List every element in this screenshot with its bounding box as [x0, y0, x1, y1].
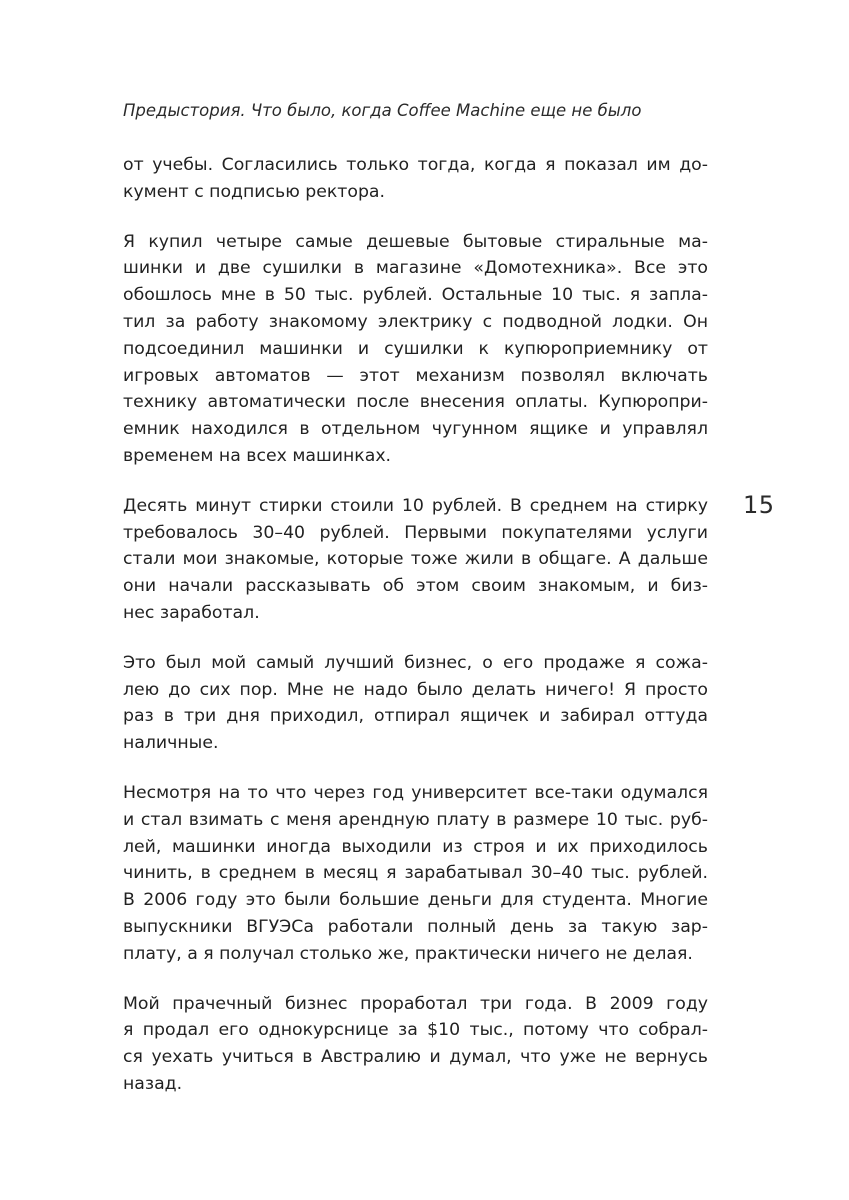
text-line: емник находился в отдельном чугунном ящике и управлял — [123, 419, 708, 440]
text-line: обошлось мне в 50 тыс. рублей. Остальные 10 тыс. я запла- — [123, 285, 708, 306]
paragraph — [123, 650, 708, 757]
text-line: требовалось 30–40 рублей. Первыми покупателями услуги — [123, 522, 708, 543]
text-line: подсоединил машинки и сушилки к купюроприемнику от — [123, 338, 708, 359]
text-line: раз в три дня приходил, отпирал ящичек и забирал оттуда — [123, 706, 708, 727]
text-line: наличные. — [123, 733, 219, 754]
text-line: Я купил четыре самые дешевые бытовые стиральные ма- — [123, 231, 708, 252]
text-line: Десять минут стирки стоили 10 рублей. В среднем на стирку — [123, 495, 708, 516]
text-line: я продал его однокурснице за $10 тыс., потому что собрал- — [123, 1020, 708, 1041]
text-line: они начали рассказывать об этом своим знакомым, и биз- — [123, 576, 708, 597]
text-line: В 2006 году это были большие деньги для студента. Многие — [123, 890, 708, 911]
text-line: Это был мой самый лучший бизнес, о его продаже я сожа- — [123, 652, 708, 673]
page-number: 15 — [743, 491, 775, 519]
text-line: стали мои знакомые, которые тоже жили в общаге. А дальше — [123, 549, 708, 570]
text-line: лей, машинки иногда выходили из строя и их приходилось — [123, 836, 708, 857]
text-line: лею до сих пор. Мне не надо было делать ничего! Я просто — [123, 679, 708, 700]
text-line: Несмотря на то что через год университет все-таки одумался — [123, 782, 708, 803]
text-line: игровых автоматов — этот механизм позволял включать — [123, 365, 708, 386]
text-line: плату, а я получал столько же, практически ничего не делая. — [123, 943, 693, 964]
text-line: тил за работу знакомому электрику с подводной лодки. Он — [123, 311, 708, 332]
text-line: кумент с подписью ректора. — [123, 181, 385, 202]
text-line: чинить, в среднем в месяц я зарабатывал 30–40 тыс. рублей. — [123, 863, 708, 884]
text-line: ся уехать учиться в Австралию и думал, что уже не вернусь — [123, 1047, 708, 1068]
text-line: технику автоматически после внесения оплаты. Купюропри- — [123, 392, 708, 413]
paragraph — [123, 991, 708, 1098]
text-line: от учебы. Согласились только тогда, когда я показал им до- — [123, 155, 708, 175]
paragraph — [123, 152, 708, 206]
text-line: назад. — [123, 1073, 183, 1094]
paragraph — [123, 229, 708, 470]
text-line: и стал взимать с меня арендную плату в размере 10 тыс. руб- — [123, 809, 708, 830]
body-text — [123, 152, 708, 1121]
running-header: Предыстория. Что было, когда Coffee Machine еще не было — [123, 101, 642, 120]
text-line: шинки и две сушилки в магазине «Домотехника». Все это — [123, 258, 708, 279]
text-line: нес заработал. — [123, 602, 260, 623]
paragraph — [123, 780, 708, 968]
text-line: Мой прачечный бизнес проработал три года. В 2009 году — [123, 993, 708, 1014]
text-line: выпускники ВГУЭСа работали полный день за такую зар- — [123, 916, 708, 937]
paragraph — [123, 493, 708, 627]
text-line: временем на всех машинках. — [123, 445, 392, 466]
